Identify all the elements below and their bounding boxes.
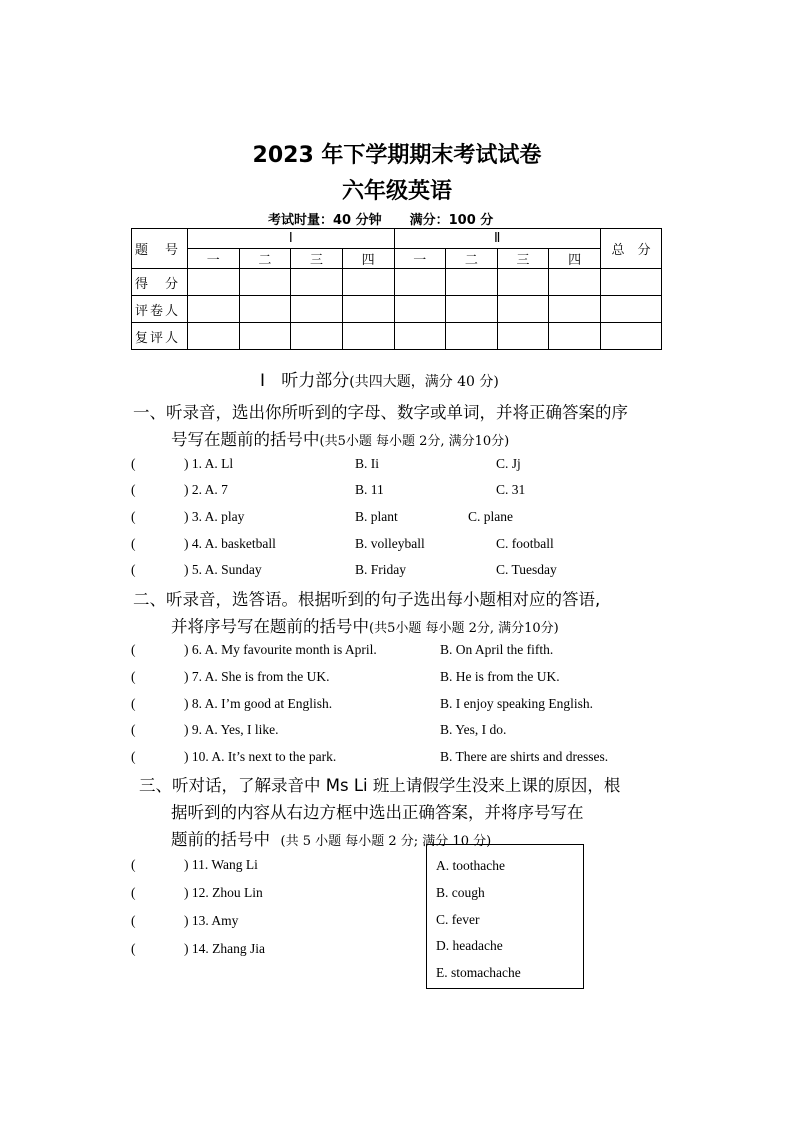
reviewer-cell[interactable] — [497, 323, 549, 350]
grader-cell[interactable] — [291, 296, 343, 323]
col-header: 二 — [446, 249, 498, 269]
option-b: B. He is from the UK. — [440, 669, 560, 684]
answer-option: C. fever — [436, 912, 480, 927]
grader-cell[interactable] — [446, 296, 498, 323]
reviewer-cell[interactable] — [549, 323, 601, 350]
score-cell[interactable] — [497, 269, 549, 296]
section2-note: (共5小题 每小题 2分, 满分10分) — [369, 621, 559, 636]
answer-bracket[interactable]: ( — [131, 642, 136, 657]
answer-bracket[interactable]: ( — [131, 749, 136, 764]
question-row — [131, 509, 661, 527]
row-grader-label: 评卷人 — [132, 296, 188, 323]
answer-option: B. cough — [436, 885, 485, 900]
answer-options-box — [426, 844, 584, 989]
answer-bracket[interactable]: ( — [131, 482, 136, 497]
question-row — [131, 913, 411, 931]
question-row — [131, 482, 661, 500]
tihao-label: 题 号 — [132, 229, 188, 269]
exam-full-score: 满分：100 分 — [409, 213, 494, 228]
question-row — [131, 885, 411, 903]
answer-bracket[interactable]: ( — [131, 857, 136, 872]
answer-bracket[interactable]: ( — [131, 509, 136, 524]
score-cell[interactable] — [239, 269, 291, 296]
grader-cell[interactable] — [394, 296, 446, 323]
question-row — [131, 696, 661, 714]
option-c: C. Tuesday — [496, 562, 557, 577]
question-row — [131, 562, 661, 580]
grader-cell[interactable] — [601, 296, 662, 323]
question-text: ) 1. A. Ll — [184, 456, 234, 471]
grader-cell[interactable] — [497, 296, 549, 323]
question-text: ) 14. Zhang Jia — [184, 941, 265, 956]
col-header: 四 — [549, 249, 601, 269]
question-text: ) 9. A. Yes, I like. — [184, 722, 279, 737]
option-b: B. There are shirts and dresses. — [440, 749, 609, 764]
option-c: C. football — [496, 536, 554, 551]
answer-option: A. toothache — [436, 858, 505, 873]
section1-instruction: 一、听录音，选出你所听到的字母、数字或单词，并将正确答案的序 — [133, 403, 628, 422]
exam-title: 2023 年下学期期末考试试卷 — [252, 143, 542, 168]
question-text: ) 6. A. My favourite month is April. — [184, 642, 377, 657]
question-text: ) 13. Amy — [184, 913, 239, 928]
answer-option: D. headache — [436, 938, 503, 953]
question-row — [131, 857, 411, 875]
grader-cell[interactable] — [342, 296, 394, 323]
answer-bracket[interactable]: ( — [131, 669, 136, 684]
score-cell[interactable] — [188, 269, 240, 296]
part2-header: Ⅱ — [394, 229, 601, 249]
option-b: B. plant — [355, 509, 398, 524]
reviewer-cell[interactable] — [446, 323, 498, 350]
section2-instruction-line2: 并将序号写在题前的括号中(共5小题 每小题 2分, 满分10分) — [171, 617, 559, 636]
col-header: 一 — [188, 249, 240, 269]
section1-instruction-line2: 号写在题前的括号中(共5小题 每小题 2分, 满分10分) — [171, 430, 510, 449]
col-header: 一 — [394, 249, 446, 269]
part1-title: 听力部分 — [281, 371, 350, 391]
reviewer-cell[interactable] — [342, 323, 394, 350]
col-header: 三 — [291, 249, 343, 269]
answer-bracket[interactable]: ( — [131, 456, 136, 471]
reviewer-cell[interactable] — [394, 323, 446, 350]
total-header: 总 分 — [601, 229, 662, 269]
question-row — [131, 642, 661, 660]
section1-note: (共5小题 每小题 2分, 满分10分) — [319, 434, 510, 449]
grader-cell[interactable] — [188, 296, 240, 323]
score-cell[interactable] — [601, 269, 662, 296]
question-row — [131, 669, 661, 687]
question-row — [131, 536, 661, 554]
question-row — [131, 456, 661, 474]
option-b: B. 11 — [355, 482, 384, 497]
score-cell[interactable] — [342, 269, 394, 296]
col-header: 三 — [497, 249, 549, 269]
reviewer-cell[interactable] — [239, 323, 291, 350]
question-text: ) 2. A. 7 — [184, 482, 228, 497]
part1-numeral: Ⅰ — [260, 371, 266, 391]
section3-instruction-line3: 题前的括号中 (共 5 小题 每小题 2 分; 满分 10 分) — [171, 830, 492, 849]
score-cell[interactable] — [446, 269, 498, 296]
section2-instruction: 二、听录音，选答语。根据听到的句子选出每小题相对应的答语, — [133, 590, 601, 609]
option-b: B. volleyball — [355, 536, 425, 551]
option-b: B. Yes, I do. — [440, 722, 507, 737]
reviewer-cell[interactable] — [291, 323, 343, 350]
option-c: C. 31 — [496, 482, 526, 497]
exam-time: 考试时量：40 分钟 — [268, 213, 382, 228]
score-cell[interactable] — [549, 269, 601, 296]
question-text: ) 11. Wang Li — [184, 857, 258, 872]
answer-bracket[interactable]: ( — [131, 562, 136, 577]
answer-bracket[interactable]: ( — [131, 885, 136, 900]
question-text: ) 12. Zhou Lin — [184, 885, 263, 900]
question-text: ) 8. A. I’m good at English. — [184, 696, 333, 711]
answer-bracket[interactable]: ( — [131, 696, 136, 711]
question-text: ) 10. A. It’s next to the park. — [184, 749, 337, 764]
question-text: ) 3. A. play — [184, 509, 245, 524]
question-text: ) 4. A. basketball — [184, 536, 276, 551]
col-header: 四 — [342, 249, 394, 269]
exam-info — [268, 209, 493, 228]
question-row — [131, 722, 661, 740]
answer-bracket[interactable]: ( — [131, 941, 136, 956]
question-text: ) 7. A. She is from the UK. — [184, 669, 330, 684]
section3-instruction-line2: 据听到的内容从右边方框中选出正确答案，并将序号写在 — [171, 803, 584, 822]
reviewer-cell[interactable] — [601, 323, 662, 350]
question-text: ) 5. A. Sunday — [184, 562, 262, 577]
answer-bracket[interactable]: ( — [131, 722, 136, 737]
grader-cell[interactable] — [239, 296, 291, 323]
answer-option: E. stomachache — [436, 965, 521, 980]
part1-note: (共四大题，满分 40 分) — [349, 374, 499, 390]
option-c: C. Jj — [496, 456, 521, 471]
reviewer-cell[interactable] — [188, 323, 240, 350]
option-c: C. plane — [468, 509, 513, 524]
option-b: B. Ii — [355, 456, 380, 471]
option-b: B. I enjoy speaking English. — [440, 696, 593, 711]
part1-heading — [260, 366, 499, 391]
answer-bracket[interactable]: ( — [131, 536, 136, 551]
option-b: B. On April the fifth. — [440, 642, 554, 657]
row-reviewer-label: 复评人 — [132, 323, 188, 350]
exam-subtitle: 六年级英语 — [341, 179, 452, 204]
question-row — [131, 749, 661, 767]
answer-bracket[interactable]: ( — [131, 913, 136, 928]
col-header: 二 — [239, 249, 291, 269]
score-table — [131, 228, 662, 350]
part1-header: Ⅰ — [188, 229, 395, 249]
question-row — [131, 941, 411, 959]
option-b: B. Friday — [355, 562, 407, 577]
section3-note: (共 5 小题 每小题 2 分; 满分 10 分) — [280, 834, 492, 849]
section3-instruction: 三、听对话，了解录音中 Ms Li 班上请假学生没来上课的原因，根 — [139, 776, 621, 795]
row-score-label: 得 分 — [132, 269, 188, 296]
score-cell[interactable] — [291, 269, 343, 296]
score-cell[interactable] — [394, 269, 446, 296]
grader-cell[interactable] — [549, 296, 601, 323]
